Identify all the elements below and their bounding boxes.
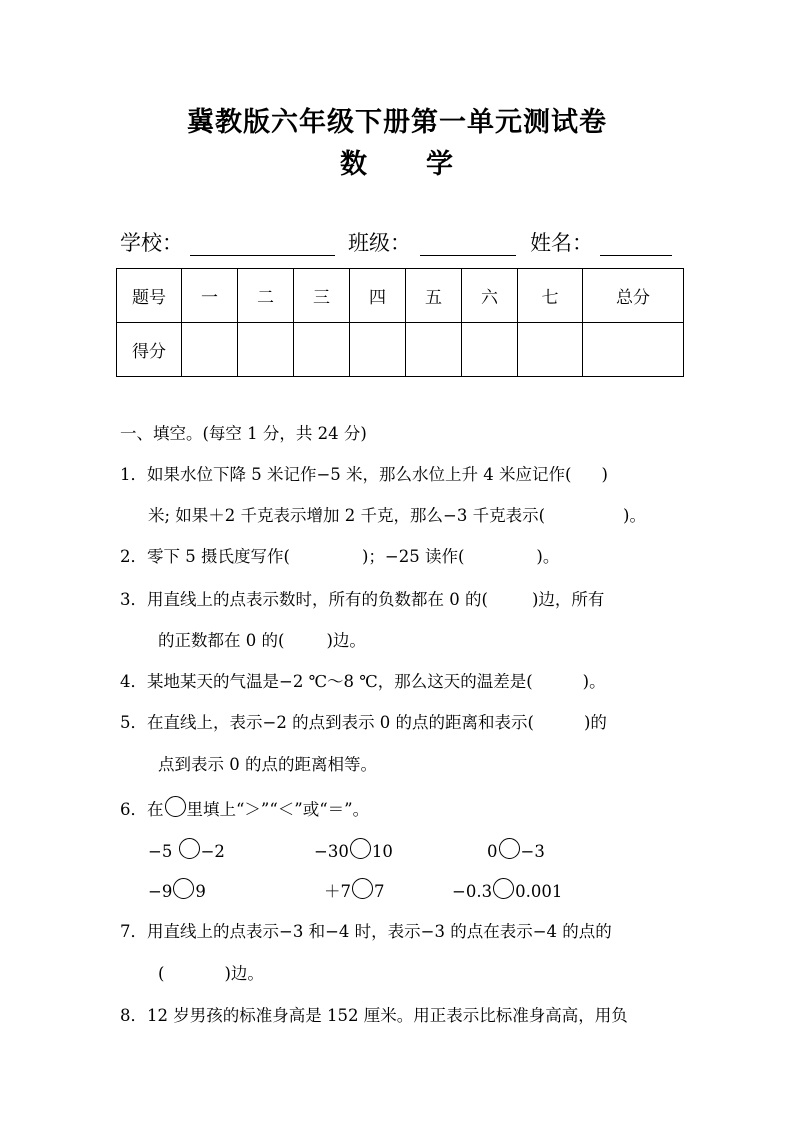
score-cell[interactable] bbox=[350, 323, 406, 377]
question-text: 的正数都在 0 的( bbox=[158, 631, 285, 650]
question-text: )；−25 读作( bbox=[361, 547, 465, 566]
question-text: )边。 bbox=[326, 631, 366, 650]
school-label: 学校： bbox=[120, 231, 183, 255]
compare-right: 0.001 bbox=[515, 882, 563, 901]
score-cell[interactable] bbox=[238, 323, 294, 377]
school-field[interactable] bbox=[190, 255, 335, 256]
compare-item bbox=[314, 838, 393, 861]
question-2 bbox=[120, 543, 559, 567]
score-cell[interactable] bbox=[406, 323, 462, 377]
compare-left: −30 bbox=[314, 842, 349, 861]
score-cell[interactable] bbox=[518, 323, 583, 377]
compare-left: ＋7 bbox=[324, 882, 351, 901]
question-text: )边。 bbox=[224, 964, 264, 983]
compare-item bbox=[148, 878, 206, 901]
compare-left: 0 bbox=[487, 842, 498, 861]
score-cell[interactable] bbox=[583, 323, 684, 377]
compare-right: 10 bbox=[371, 842, 393, 861]
compare-item bbox=[324, 878, 385, 902]
question-3 bbox=[120, 586, 604, 610]
question-text: )。 bbox=[536, 547, 560, 566]
subtitle-char-1: 数 bbox=[340, 149, 368, 180]
section-heading: 一、填空。(每空 1 分，共 24 分) bbox=[120, 424, 367, 443]
table-cell: 四 bbox=[350, 269, 406, 323]
question-4 bbox=[120, 668, 606, 692]
compare-item bbox=[487, 838, 545, 861]
compare-circle-input[interactable] bbox=[493, 878, 514, 899]
table-cell: 一 bbox=[182, 269, 238, 323]
table-row bbox=[117, 323, 684, 377]
question-text: )。 bbox=[582, 672, 606, 691]
question-5-cont: 点到表示 0 的点的距离相等。 bbox=[158, 755, 377, 774]
subtitle-char-2: 学 bbox=[426, 149, 454, 180]
class-field[interactable] bbox=[420, 255, 516, 256]
compare-right: −3 bbox=[520, 842, 545, 861]
table-cell: 二 bbox=[238, 269, 294, 323]
question-text: 2．零下 5 摄氏度写作( bbox=[120, 547, 290, 566]
question-1-cont bbox=[148, 502, 646, 526]
table-cell: 总分 bbox=[583, 269, 684, 323]
table-cell: 六 bbox=[462, 269, 518, 323]
class-label: 班级： bbox=[348, 231, 411, 255]
name-label: 姓名： bbox=[530, 231, 593, 255]
compare-right: −2 bbox=[200, 842, 225, 861]
page-subtitle bbox=[0, 142, 794, 181]
compare-circle-input[interactable] bbox=[499, 838, 520, 859]
question-text: ) bbox=[601, 465, 608, 484]
circle-icon bbox=[165, 796, 186, 817]
question-7: 7．用直线上的点表示−3 和−4 时，表示−3 的点在表示−4 的点的 bbox=[120, 922, 612, 941]
question-text: 1．如果水位下降 5 米记作−5 米，那么水位上升 4 米应记作( bbox=[120, 465, 572, 484]
compare-right: 9 bbox=[195, 882, 206, 901]
compare-circle-input[interactable] bbox=[350, 838, 371, 859]
table-cell: 五 bbox=[406, 269, 462, 323]
score-table bbox=[116, 268, 684, 377]
compare-item bbox=[148, 838, 225, 861]
table-cell: 三 bbox=[294, 269, 350, 323]
table-cell: 七 bbox=[518, 269, 583, 323]
page-title: 冀教版六年级下册第一单元测试卷 bbox=[187, 107, 607, 138]
question-text: ( bbox=[158, 964, 165, 983]
name-field[interactable] bbox=[600, 255, 672, 256]
compare-circle-input[interactable] bbox=[173, 878, 194, 899]
question-6 bbox=[120, 796, 369, 820]
compare-left: −9 bbox=[148, 882, 173, 901]
question-text: )。 bbox=[623, 506, 646, 525]
question-8: 8．12 岁男孩的标准身高是 152 厘米。用正表示比标准身高高，用负 bbox=[120, 1006, 628, 1025]
table-cell: 得分 bbox=[117, 323, 182, 377]
compare-left: −5 bbox=[148, 842, 178, 861]
question-text: 6．在 bbox=[120, 800, 164, 819]
score-cell[interactable] bbox=[182, 323, 238, 377]
compare-left: −0.3 bbox=[452, 882, 493, 901]
question-text: )的 bbox=[584, 713, 607, 732]
question-7-cont bbox=[158, 960, 264, 984]
question-3-cont bbox=[158, 627, 366, 651]
question-text: )边，所有 bbox=[531, 590, 605, 609]
compare-right: 7 bbox=[374, 882, 385, 901]
table-row bbox=[117, 269, 684, 323]
compare-circle-input[interactable] bbox=[352, 878, 373, 899]
table-cell: 题号 bbox=[117, 269, 182, 323]
score-cell[interactable] bbox=[462, 323, 518, 377]
question-text: 3．用直线上的点表示数时，所有的负数都在 0 的( bbox=[120, 590, 488, 609]
compare-item bbox=[452, 878, 562, 901]
question-text: 4．某地某天的气温是−2 ℃～8 ℃，那么这天的温差是( bbox=[120, 672, 533, 691]
question-text: 5．在直线上，表示−2 的点到表示 0 的点的距离和表示( bbox=[120, 713, 534, 732]
compare-circle-input[interactable] bbox=[179, 838, 200, 859]
question-text: 米; 如果＋2 千克表示增加 2 千克，那么−3 千克表示( bbox=[148, 506, 546, 525]
question-text: 里填上“＞”“＜”或“＝”。 bbox=[186, 800, 370, 819]
score-cell[interactable] bbox=[294, 323, 350, 377]
question-1 bbox=[120, 461, 608, 485]
question-5 bbox=[120, 709, 607, 733]
